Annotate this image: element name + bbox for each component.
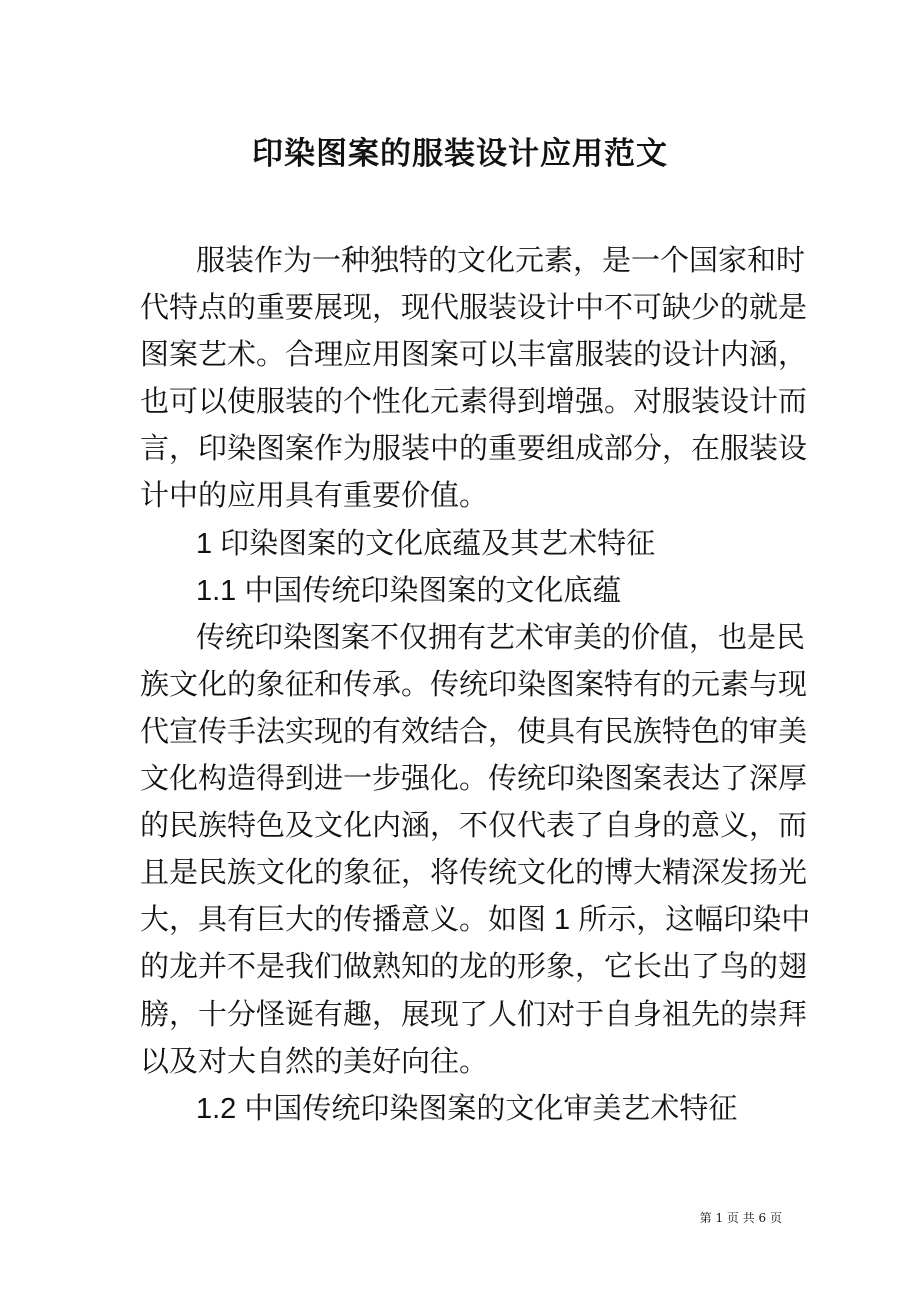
paragraph — [140, 615, 811, 1086]
text-line: 也可以使服装的个性化元素得到增强。对服装设计而 — [140, 386, 808, 419]
text-line: 以及对大自然的美好向往。 — [140, 1045, 489, 1078]
text-line: 言，印染图案作为服装中的重要组成部分，在服装设 — [140, 433, 808, 466]
text-line: 且是民族文化的象征，将传统文化的博大精深发扬光 — [140, 857, 808, 890]
paragraph — [140, 238, 808, 521]
page-number-footer: 第 1 页 共 6 页 — [699, 1211, 782, 1225]
text-line: 传统印染图案不仅拥有艺术审美的价值，也是民 — [196, 621, 806, 654]
text-line: 1 印染图案的文化底蕴及其艺术特征 — [196, 527, 656, 560]
document-title: 印染图案的服装设计应用范文 — [252, 136, 668, 172]
document-body — [140, 238, 811, 1133]
text-line: 膀，十分怪诞有趣，展现了人们对于自身祖先的崇拜 — [140, 998, 808, 1031]
text-line: 服装作为一种独特的文化元素，是一个国家和时 — [196, 245, 806, 277]
text-line: 族文化的象征和传承。传统印染图案特有的元素与现 — [140, 668, 808, 701]
text-line: 代宣传手法实现的有效结合，使具有民族特色的审美 — [140, 715, 808, 748]
text-line: 代特点的重要展现，现代服装设计中不可缺少的就是 — [140, 292, 808, 325]
section-heading — [140, 1086, 782, 1133]
text-line: 1.2 中国传统印染图案的文化审美艺术特征 — [196, 1092, 738, 1125]
section-heading — [140, 568, 782, 615]
text-line: 图案艺术。合理应用图案可以丰富服装的设计内涵， — [140, 339, 808, 372]
text-line: 文化构造得到进一步强化。传统印染图案表达了深厚 — [140, 763, 808, 796]
text-line: 计中的应用具有重要价值。 — [140, 480, 489, 513]
text-line: 大，具有巨大的传播意义。如图 1 所示，这幅印染中 — [140, 904, 811, 937]
text-line: 1.1 中国传统印染图案的文化底蕴 — [196, 574, 622, 607]
section-heading — [140, 521, 782, 568]
text-line: 的龙并不是我们做熟知的龙的形象，它长出了鸟的翅 — [140, 951, 808, 984]
text-line: 的民族特色及文化内涵，不仅代表了自身的意义，而 — [140, 810, 808, 843]
